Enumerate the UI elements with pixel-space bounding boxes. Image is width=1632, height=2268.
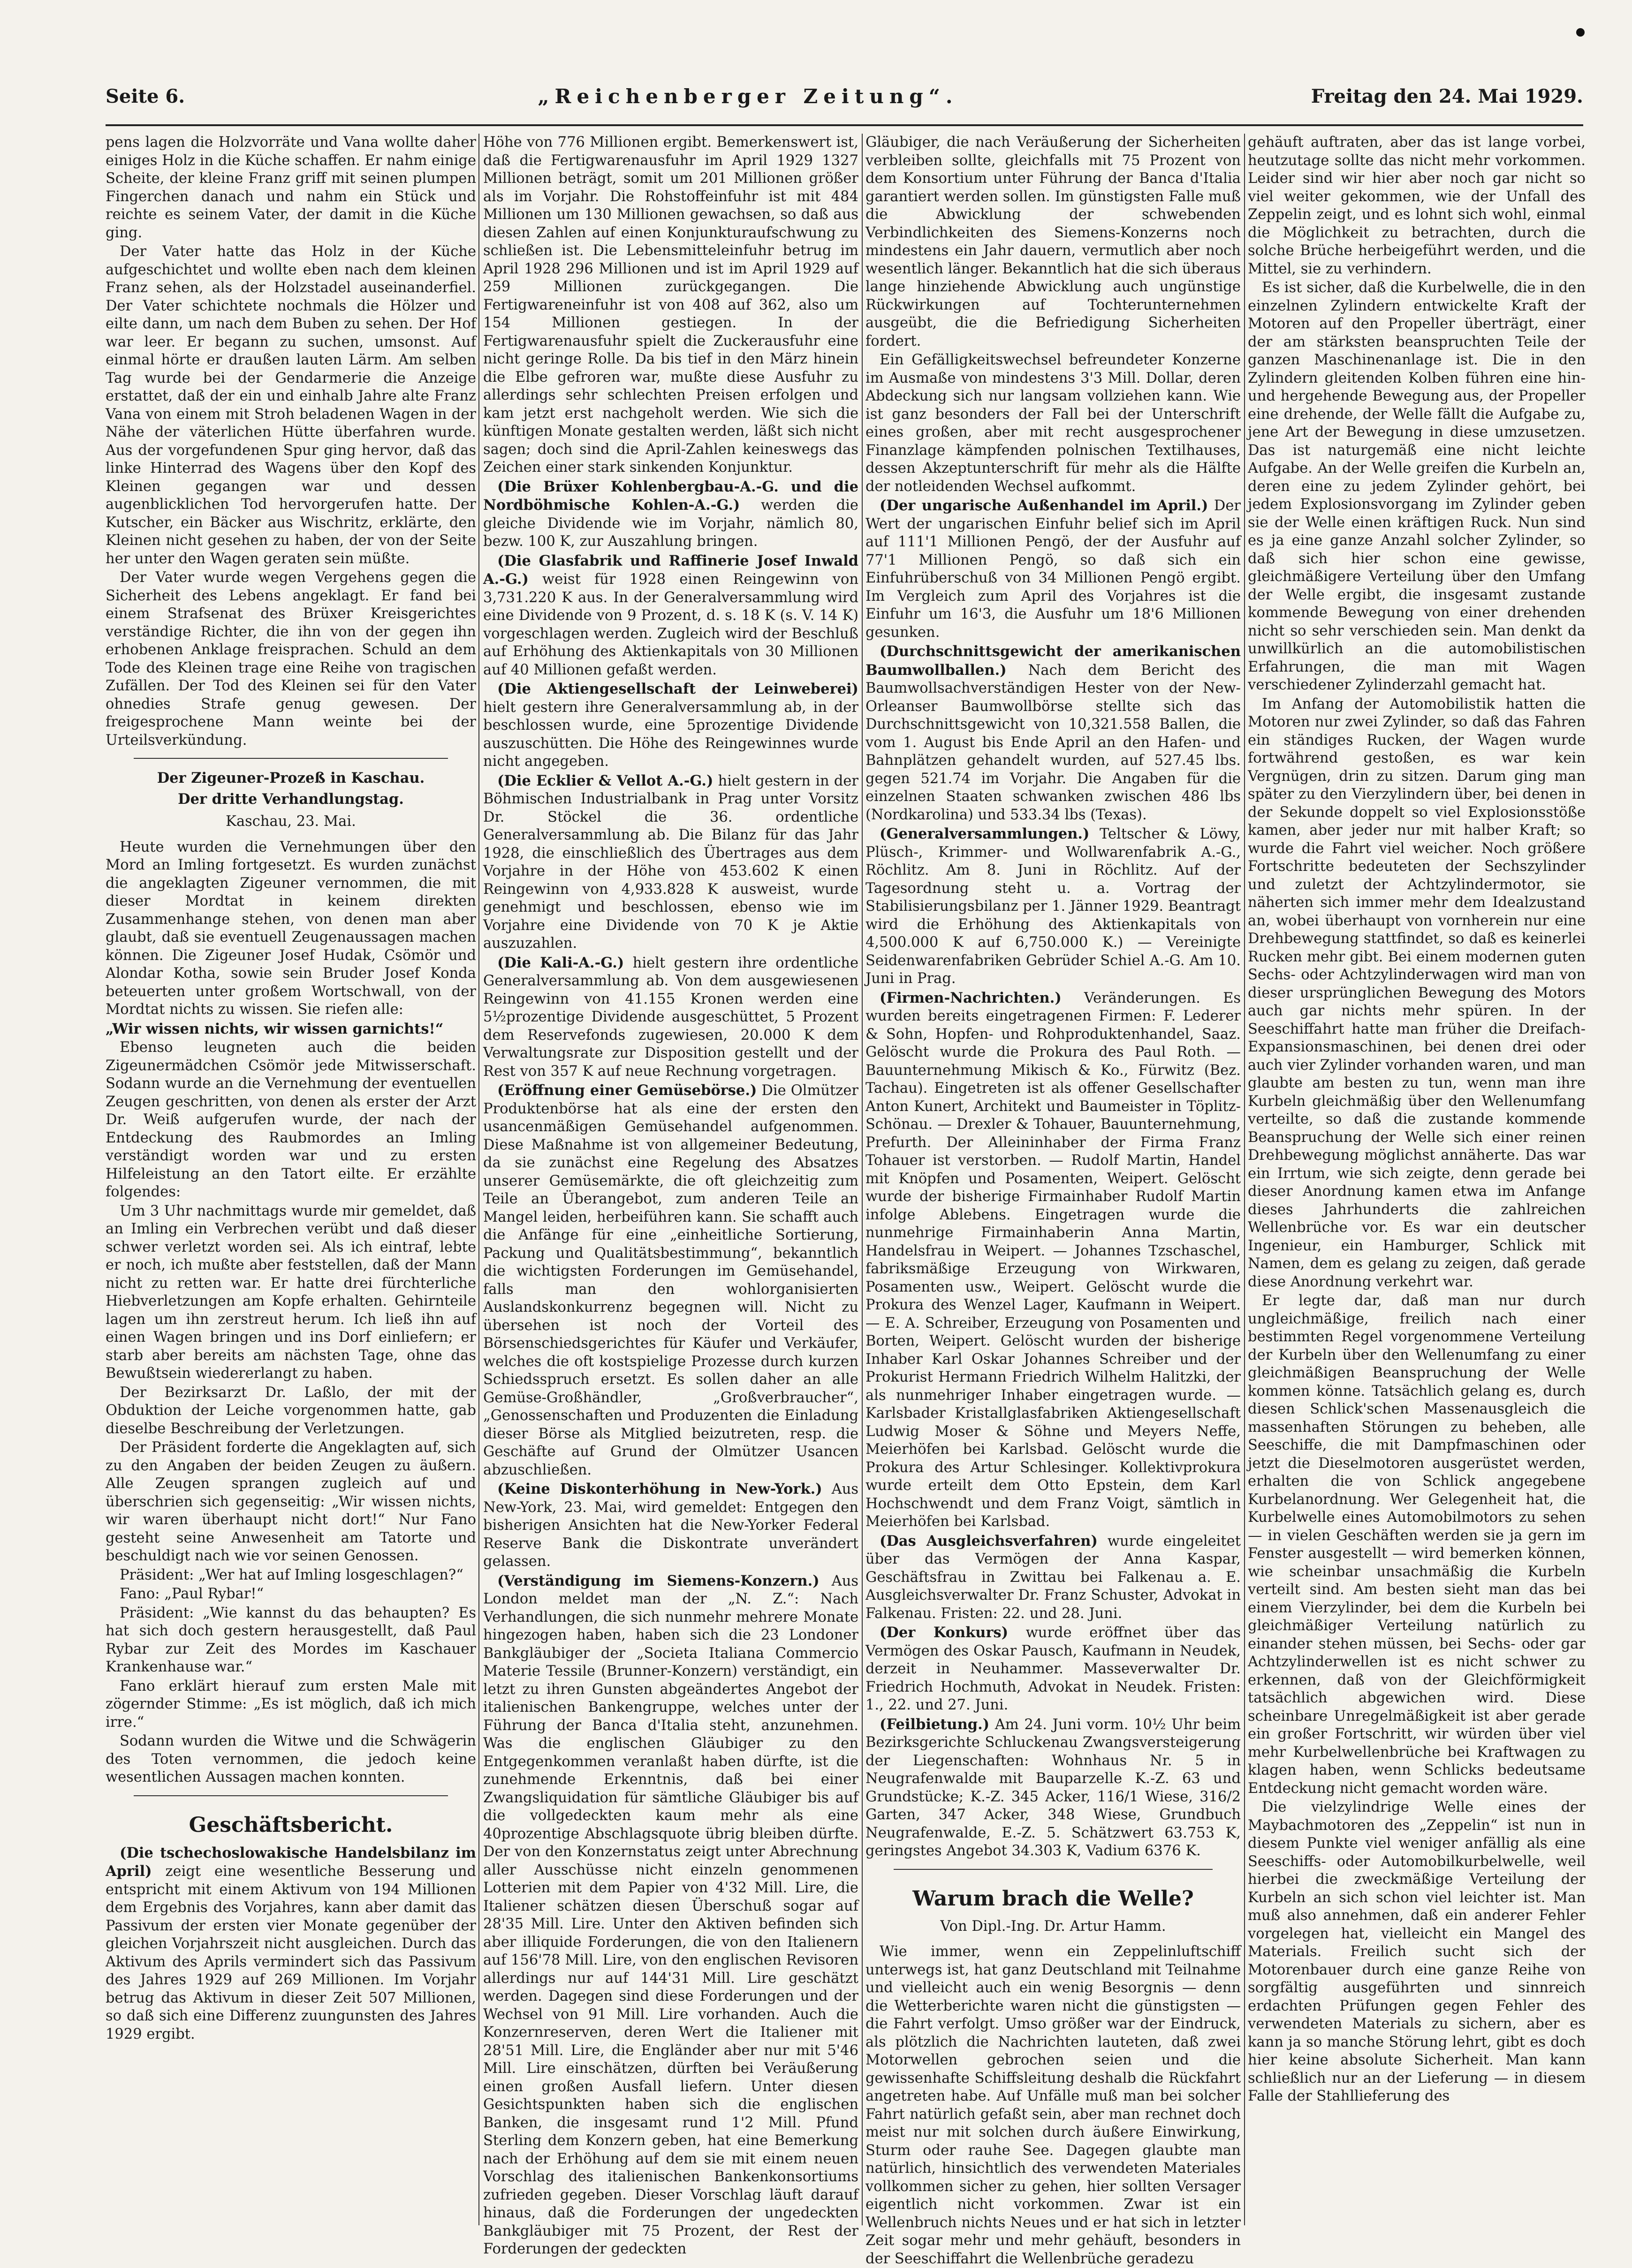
article-headline: Warum brach die Welle? (912, 1886, 1194, 1911)
paragraph: Höhe von 776 Millionen ergibt. Bemerkenswert ist, daß die Fertigwarenausfuhr im April 1929 1327 Millionen beträgt, somit um 201 Millionen größer als im Vorjahr. Die Rohstoffeinfuhr ist mit 484 Millionen um 130 Millionen gewachsen, so daß aus diesen Zahlen auf einen Konjunkturaufschwung zu schließen ist. Die Lebensmitteleinfuhr betrug im April 1928 296 Millionen und ist im April 1929 auf 259 Millionen zurückgegangen. Die Fertigwareneinfuhr ist von 408 auf 362, also um 154 Millionen gestiegen. In der Fertigwarenausfuhr spielt die Zuckerausfuhr eine nicht geringe Rolle. Da bis tief in den März hinein die Elbe gefroren war, mußte diese Ausfuhr zu allerdings sehr schlechten Preisen erfolgen und kam jetzt erst nachgeholt werden. Wie sich die künftigen Monate gestalten werden, läßt sich nicht sagen; doch sind die April-Zahlen keineswegs das Zeichen einer stark sinkenden Konjunktur. (483, 134, 858, 476)
item-text: hielt gestern in der Böhmischen Industrialbank in Prag unter Vorsitz Dr. Stöckel die 36. ordentliche Generalversammlung ab. Die Bilanz für das Jahr 1928, die einschließlich des Übertrages aus dem Vorjahre in der Höhe von 453.602 K einen Reingewinn von 4,933.828 K ausweist, wurde genehmigt und beschlossen, ebenso wie im Vorjahre eine Dividende von 70 K je Aktie auszuzahlen. (483, 772, 858, 952)
paragraph (865, 497, 1241, 642)
item-text: hielt gestern ihre Generalversammlung ab, in der beschlossen wurde, eine 5prozentige Dividende auszuschütten. Die Höhe des Reingewinnes wurde nicht angegeben. (483, 699, 858, 770)
item-lead: (Die Brüxer Kohlenbergbau-A.-G. und die Nordböhmische Kohlen-A.-G.) (483, 478, 858, 514)
header-rule (106, 124, 1583, 126)
column-divider (1244, 134, 1245, 2225)
item-lead: (Der ungarische Außenhandel im April.) (880, 497, 1208, 514)
paragraph: gehäuft auftraten, aber das ist lange vorbei, heutzutage sollte das nicht mehr vorkommen. Leider sind wir hier aber noch gar nicht so viel weiter gekommen, wie der Unfall des Zeppelin zeigt, und es lohnt sich wohl, einmal die Möglichkeit zu betrachten, durch die solche Brüche herbeigeführt werden, und die Mittel, sie zu verhindern. (1248, 134, 1586, 277)
paragraph: Sodann wurden die Witwe und die Schwägerin des Toten vernommen, die jedoch keine wesentlichen Aussagen machen konnten. (106, 1733, 476, 1785)
item-text: Teltscher & Löwy, Plüsch-, Krimmer- und Wollwarenfabrik A.-G., Röchlitz. Am 8. Juni in Röchlitz. Auf der Tagesordnung steht u. a. Vortrag der Stabilisierungsbilanz per 1. Jänner 1929. Beantragt wird die Erhöhung des Aktienkapitals von 4,500.000 K auf 6,750.000 K.) — Vereinigte Seidenwarenfabriken Gebrüder Schiel A.-G. Am 10. Juni in Prag. (865, 826, 1241, 987)
item-text: werden die gleiche Dividende wie im Vorjahr, nämlich 80, bezw. 100 K, zur Auszahlung bringen. (483, 497, 858, 550)
column-2 (483, 134, 858, 2257)
item-lead: (Eröffnung einer Gemüsebörse.) (497, 1082, 757, 1099)
column-4 (1248, 134, 1586, 2225)
item-text: hielt gestern ihre ordentliche Generalversammlung ab. Von dem ausgewiesenen Reingewinn von 41.155 Kronen werden eine 5½prozentige Dividende ausgeschüttet, 5 Prozent dem Reservefonds zugewiesen, 20.000 K dem Verwaltungsrate zur Disposition gestellt und der Rest von 357 K auf neue Rechnung vorgetragen. (483, 954, 858, 1080)
section-rule (134, 1795, 448, 1796)
paragraph: Um 3 Uhr nachmittags wurde mir gemeldet, daß an Imling ein Verbrechen verübt und daß dieser schwer verletzt worden sei. Als ich eintraf, lebte er noch, ich mußte aber feststellen, daß der Mann nicht zu retten war. Er hatte drei fürchterliche Hiebverletzungen am Kopfe erhalten. Gehirnteile lagen um ihn zerstreut herum. Ich ließ ihn auf einen Wagen bringen und ins Dorf einliefern; er starb aber bereits am nächsten Tage, ohne das Bewußtsein wiedererlangt zu haben. (106, 1202, 476, 1382)
paragraph: Präsident: „Wer hat auf Imling losgeschlagen?“ (120, 1566, 463, 1583)
issue-date: Freitag den 24. Mai 1929. (1311, 85, 1583, 107)
paragraph (483, 1572, 858, 2259)
item-lead: (Das Ausgleichsverfahren) (880, 1532, 1098, 1550)
page-number: Seite 6. (106, 85, 185, 107)
paragraph: Der Vater hatte das Holz in der Küche aufgeschichtet und wollte eben nach dem kleinen Franz sehen, als der Holzstadel auseinanderfiel. Der Vater schichtete nochmals die Hölzer und eilte dann, um nach dem Buben zu sehen. Der Hof war leer. Er begann zu suchen, umsonst. Auf einmal hörte er draußen lauten Lärm. Am selben Tag wurde bei der Gendarmerie die Anzeige erstattet, daß der ein und einhalb Jahre alte Franz Vana von einem mit Stroh beladenen Wagen in der Nähe der väterlichen Hütte überfahren wurde. Aus der vorgefundenen Spur ging hervor, daß das linke Hinterrad des Wagens über den Kopf des Kleinen gegangen war und dessen augenblicklichen Tod hervorgerufen hatte. Der Kutscher, ein Bäcker aus Wischritz, erklärte, den Kleinen nicht gesehen zu haben, der von der Seite her unter den Wagen geraten sein müßte. (106, 243, 476, 567)
paragraph (483, 954, 858, 1081)
item-lead: (Feilbietung.) (880, 1716, 990, 1733)
section-rule (894, 1869, 1213, 1870)
page-mark-dot (1576, 28, 1585, 37)
paragraph (483, 1480, 858, 1571)
paragraph: Fano erklärt hierauf zum ersten Male mit zögernder Stimme: „Es ist möglich, daß ich mich irre.“ (106, 1678, 476, 1731)
paragraph: Der Präsident forderte die Angeklagten auf, sich zu den Angaben der beiden Zeugen zu äußern. Alle Zeugen sprangen zugleich auf und überschrien sich gegenseitig: „Wir wissen nichts, wir waren überhaupt nicht dort!“ Nur Fano gesteht seine Anwesenheit am Tatorte und beschuldigt nach wie vor seinen Genossen. (106, 1439, 476, 1564)
item-text: Nach dem Bericht des Baumwollsachverständigen Hester von der New-Orleanser Baumwollbörse stellte sich das Durchschnittsgewicht von 10,321.558 Ballen, die vom 1. August bis Ende April an den Hafen- und Bahnplätzen gehandelt wurden, auf 527.45 lbs. gegen 521.74 im Vorjahr. Die Angaben für die einzelnen Staaten schwanken zwischen 486 lbs (Nordkarolina) und 533.34 lbs (Texas). (865, 662, 1241, 823)
paragraph (865, 643, 1241, 824)
paragraph (106, 1844, 476, 2044)
article-headline: Der Zigeuner-Prozeß in Kaschau. (157, 770, 425, 786)
paragraph: Heute wurden die Vernehmungen über den Mord an Imling fortgesetzt. Es wurden zunächst die angeklagten Zigeuner vernommen, die mit dieser Mordtat in keinem direkten Zusammenhange stehen, von denen man aber glaubt, daß sie eventuell Zeugenaussagen machen können. Die Zigeuner Josef Hudak, Csömör und Alondar Kotha, sowie sein Bruder Josef Konda beteuerten unter großem Wortschwall, von der Mordtat nichts zu wissen. Sie riefen alle: (106, 839, 476, 1018)
paragraph: Wie immer, wenn ein Zeppelinluftschiff unterwegs ist, hat ganz Deutschland mit Teilnahme und vielleicht auch ein wenig Besorgnis — denn die Wetterberichte waren nicht die günstigsten — die Fahrt verfolgt. Umso größer war der Eindruck, als plötzlich die Nachrichten lauteten, daß zwei Motorwellen gebrochen seien und die gewissenhafte Schiffsleitung deshalb die Rückfahrt angetreten habe. Auf Unfälle muß man bei solcher Fahrt natürlich gefaßt sein, aber man rechnet doch meist nur mit solchen durch äußere Einwirkung, Sturm oder rauhe See. Dagegen glaubte man natürlich, hinsichtlich des verwendeten Materiales vollkommen sicher zu gehen, hier sollten Versager eigentlich nicht vorkommen. Zwar ist ein Wellenbruch nichts Neues und er hat sich in letzter Zeit sogar mehr und mehr gehäuft, besonders in der Seeschiffahrt die Wellenbrüche geradezu (865, 1943, 1241, 2267)
paragraph (865, 989, 1241, 1531)
paragraph: Fano: „Paul Rybar!“ (120, 1586, 264, 1602)
item-lead: (Die Ecklier & Vellot A.-G.) (497, 772, 714, 789)
item-lead: (Die Glasfabrik und Raffinerie Josef Inwald A.-G.) (483, 552, 858, 588)
paragraph (865, 825, 1241, 988)
paragraph: Der Vater wurde wegen Vergehens gegen die Sicherheit des Lebens angeklagt. Er fand bei einem Strafsenat des Brüxer Kreisgerichtes verständige Richter, die ihn von der gegen ihn erhobenen Anklage freisprachen. Schuld an dem Tode des Kleinen trage eine Reihe von tragischen Zufällen. Der Tod des Kleinen sei für den Vater ohnedies Strafe genug gewesen. Der freigesprochene Mann weinte bei der Urteilsverkündung. (106, 569, 476, 748)
item-text: weist für 1928 einen Reingewinn von 3,731.220 K aus. In der Generalversammlung wird eine Dividende von 9 Prozent, d. s. 18 K (s. V. 14 K) vorgeschlagen werden. Zugleich wird der Beschluß auf Erhöhung des Aktienkapitals von 30 Millionen auf 40 Millionen gefaßt werden. (483, 571, 858, 678)
paragraph (483, 478, 858, 551)
paragraph: Gläubiger, die nach Veräußerung der Sicherheiten verbleiben sollte, gleichfalls mit 75 Prozent von dem Konsortium unter Führung der Banca d'Italia garantiert werden sollen. Im günstigsten Falle muß die Abwicklung der schwebenden Verbindlichkeiten des Siemens-Konzerns noch mindestens ein Jahr dauern, vermutlich aber noch wesentlich länger. Bekanntlich hat die sich überaus lange hinziehende Abwicklung auch ungünstige Rückwirkungen auf Tochterunternehmen ausgeübt, die die Befriedigung Sicherheiten fordert. (865, 134, 1241, 349)
paragraph: Der Bezirksarzt Dr. Laßlo, der mit der Obduktion der Leiche vorgenommen hatte, gab dieselbe Beschreibung der Verletzungen. (106, 1384, 476, 1437)
item-text: Der Wert der ungarischen Einfuhr belief sich im April auf 111'1 Millionen Pengö, der der Ausfuhr auf 77'1 Millionen Pengö, so daß sich ein Einfuhrüberschuß von 34 Millionen Pengö ergibt. Im Vergleich zum April des Vorjahres ist die Einfuhr um 16'3, die Ausfuhr um 18'6 Millionen gesunken. (865, 498, 1241, 641)
column-divider (478, 134, 479, 2225)
paragraph (865, 1624, 1241, 1715)
paragraph (483, 1081, 858, 1479)
paragraph: Ebenso leugneten auch die beiden Zigeunermädchen Csömör jede Mitwisserschaft. Sodann wurde an die Vernehmung der eventuellen Zeugen geschritten, von denen als erster der Arzt Dr. Weiß aufgerufen wurde, der nach der Entdeckung des Raubmordes an Imling verständigt worden war und zu ersten Hilfeleistung an den Tatort eilte. Er erzählte folgendes: (106, 1039, 476, 1200)
paragraph (865, 1532, 1241, 1623)
paragraph: Er legte dar, daß man nur durch ungleichmäßige, freilich nach einer bestimmten Regel vorgenommene Verteilung der Kurbeln über den Wellenumfang zu einer gleichmäßigen Beanspruchung der Welle kommen könne. Tatsächlich gelang es, durch diesen Schlick'schen Massenausgleich die massenhaften Störungen zu beheben, alle Seeschiffe, die mit Dampfmaschinen oder jetzt die Dieselmotoren ausgerüstet werden, erhalten die von Schlick angegebene Kurbelanordnung. Wer Gelegenheit hat, die Kurbelwelle eines Automobilmotors zu sehen — in vielen Geschäften werden sie ja gern im Fenster ausgestellt — wird bemerken können, wie scheinbar unsachmäßig die Kurbeln verteilt sind. Am besten sieht man das bei einem Vierzylinder, bei dem die Kurbeln bei gleichmäßiger Verteilung natürlich zu einander stehen müssen, bei Sechs- oder gar Achtzylinderwellen ist es nicht schwer zu erkennen, daß von der Gleichförmigkeit tatsächlich abgewichen wird. Diese scheinbare Unregelmäßigkeit ist aber gerade ein großer Fortschritt, wir würden über viel mehr Kurbelwellenbrüche bei Kraftwagen zu klagen haben, wenn Schlicks bedeutsame Entdeckung nicht gemacht worden wäre. (1248, 1293, 1586, 1797)
page-header (106, 82, 1583, 110)
item-text: zeigt eine wesentliche Besserung und entspricht mit einem Aktivum von 194 Millionen dem Ergebnis des Vorjahres, kann aber damit das Passivum der ersten vier Monate gegenüber der gleichen Vorjahrszeit nicht ausgleichen. Durch das Aktivum des Aprils vermindert sich das Passivum des Jahres 1929 auf 269 Millionen. Im Vorjahr betrug das Aktivum in dieser Zeit 507 Millionen, so daß sich eine Differenz zuungunsten des Jahres 1929 ergibt. (106, 1863, 476, 2042)
item-text: Die Olmützer Produktenbörse hat als eine der ersten den usancenmäßigen Gemüsehandel aufgenommen. Diese Maßnahme ist von allgemeiner Bedeutung, da sie zunächst eine Regelung des Absatzes unserer Gemüsemärkte, die oft gleichzeitig zum Teile an Überangebot, zum anderen Teile an Mangel leiden, herbeiführen kann. Sie schafft auch die Anfänge für eine „einheitliche Sortierung, Packung und Qualitätsbestimmung“, bekanntlich die wichtigsten Forderungen im Gemüsehandel, falls man den wohlorganisierten Auslandskonkurrenz begegnen will. Nicht zu übersehen ist noch der Vorteil des Börsenschiedsgerichtes für Käufer und Verkäufer, welches die oft kostspielige Prozesse durch kurzen Schiedsspruch ersetzt. Es sollen daher an alle Gemüse-Großhändler, „Großverbraucher“, „Genossenschaften und Produzenten die Einladung dieser Börse als Mitglied beizutreten, resp. die Geschäfte auf Grund der Olmützer Usancen abzuschließen. (483, 1082, 858, 1478)
paragraph: Im Anfang der Automobilistik hatten die Motoren nur zwei Zylinder, so daß das Fahren ein ständiges Rucken, der Wagen wurde fortwährend gestoßen, es war kein Vergnügen, drin zu sitzen. Darum ging man später zu den Vierzylindern über, bei denen in der Sekunde doppelt so viel Explosionsstöße kamen, aber jeder nur mit halber Kraft; so wurde die Fahrt viel weicher. Noch größere Fortschritte bedeuteten der Sechszylinder und zuletzt der Achtzylindermotor, sie näherten sich immer mehr dem Idealzustand an, wobei überhaupt von vornherein nur eine Drehbewegung stattfindet, so daß es keinerlei Rucken mehr gibt. Bei einem modernen guten Sechs- oder Achtzylinderwagen wird man von dieser ursprünglichen Bewegung des Motors auch gar nichts mehr spüren. In der Seeschiffahrt hatte man früher die Dreifach-Expansionsmaschinen, bei denen drei oder auch vier Zylinder vorhanden waren, und man glaubte am besten zu tun, wenn man ihre Kurbeln gleichmäßig über den Wellenumfang verteilte, so daß die zustande kommende Beanspruchung der Welle sich einer reinen Drehbewegung möglichst annäherte. Das war ein Irrtum, wie sich zeigte, denn gerade bei dieser Anordnung kamen etwa im Anfange dieses Jahrhunderts die zahlreichen Wellenbrüche vor. Es war ein deutscher Ingenieur, ein Hamburger, Schlick mit Namen, dem es gelang zu zeigen, daß gerade diese Anordnung verkehrt war. (1248, 696, 1586, 1290)
column-1 (106, 134, 476, 2225)
item-lead: (Der Konkurs) (880, 1624, 1009, 1641)
paragraph (483, 552, 858, 680)
item-lead: (Verständigung im Siemens-Konzern.) (497, 1572, 820, 1589)
paragraph: Die vielzylindrige Welle eines der Maybachmotoren des „Zeppelin“ ist nun in diesem Punkte viel weniger anfällig als eine Seeschiffs- oder Automobilkurbelwelle, weil hierbei die zweckmäßige Verteilung der Kurbeln an sich schon viel leichter ist. Man muß also annehmen, daß ein anderer Fehler vorgelegen hat, vielleicht ein Mangel des Materials. Freilich sucht sich der Motorenbauer durch eine ganze Reihe von sorgfältig ausgeführten und sinnreich erdachten Prüfungen gegen Fehler des verwendeten Materials zu sichern, aber es kann ja so manche Störung lehrt, gibt es doch hier keine absolute Sicherheit. Man kann schließlich nur an der Lieferung — in diesem Falle der Stahllieferung des (1248, 1799, 1586, 2104)
item-lead: (Keine Diskonterhöhung in New-York.) (497, 1481, 822, 1497)
item-text: Aus London meldet man der „N. Z.“: Nach Verhandlungen, die sich nunmehr mehrere Monate hingezogen haben, haben sich die 23 Londoner Bankgläubiger der „Societa Italiana Commercio Materie Tessile (Brunner-Konzern) verständigt, ein letzt zu ihren Gunsten abgeändertes Angebot der italienischen Bankengruppe, welches unter der Führung der Banca d'Italia steht, anzunehmen. Was die englischen Gläubiger zu den Entgegenkommen veranlaßt haben dürfte, ist die zunehmende Erkenntnis, daß bei einer Zwangsliquidation für sämtliche Gläubiger bis auf die vollgedeckten kaum mehr als eine 40prozentige Abschlagsquote übrig bleiben dürfte. Der von den Konzernstatus zeigt unter Abrechnung aller Ausschüsse nicht einzeln genommenen Lotterien mit dem Papier von 4'32 Mill. Lire, die Italiener schätzen diesen Überschuß sogar auf 28'35 Mill. Lire. Unter den Aktiven befinden sich aber illiquide Forderungen, die von den Italienern auf 156'78 Mill. Lire, von den englischen Revisoren allerdings nur auf 144'31 Mill. Lire geschätzt werden. Dagegen sind diese Forderungen und der Wechsel von 91 Mill. Lire vorhanden. Auch die Konzernreserven, deren Wert die Italiener mit 28'51 Mill. Lire, die Engländer aber nur mit 5'46 Mill. Lire einschätzen, dürften bei Veräußerung einen großen Ausfall liefern. Unter diesen Gesichtspunkten haben sich die englischen Banken, die insgesamt rund 1'2 Mill. Pfund Sterling dem Konzern geben, hat eine Bemerkung nach der Erhöhung auf dem sie mit einem neuen Vorschlag des italienischen Bankenkonsortiums zufrieden gegeben. Dieser Vorschlag läuft darauf hinaus, daß die Forderungen der ungedeckten Bankgläubiger mit 75 Prozent, der Rest der Forderungen der gedeckten (483, 1572, 858, 2257)
item-text: wurde eröffnet über das Vermögen des Oskar Pausch, Kaufmann in Neudek, derzeit in Neuhammer. Masseverwalter Dr. Friedrich Hochmuth, Advokat in Neudek. Fristen: 1., 22. und 27. Juni. (865, 1625, 1241, 1713)
item-lead: (Die Kali-A.-G.) (497, 954, 624, 971)
column-3 (865, 134, 1241, 2267)
item-text: Aus New-York, 23. Mai, wird gemeldet: Entgegen den bisherigen Ansichten hat die New-Yorker Federal Reserve Bank die Diskontrate unverändert gelassen. (483, 1481, 858, 1570)
paragraph: Ein Gefälligkeitswechsel befreundeter Konzerne im Ausmaße von mindestens 3'3 Mill. Dollar, deren Abdeckung sich nur langsam vollziehen kann. Wie ist ganz besonders der Fall bei der Unterschrift eines großen, aber mit recht ausgesprochener Finanzlage kämpfenden polnischen Textilhauses, dessen Akzeptunterschrift für mehr als die Hälfte der notleidenden Wechsel aufkommt. (865, 352, 1241, 495)
paragraph (865, 1716, 1241, 1860)
item-lead: (Firmen-Nachrichten.) (880, 989, 1062, 1006)
item-lead: (Generalversammlungen.) (880, 825, 1090, 842)
column-divider (862, 134, 863, 2225)
item-lead: (Die tschechoslowakische Handelsbilanz im April) (106, 1844, 476, 1880)
item-text: Am 24. Juni vorm. 10½ Uhr beim Bezirksgerichte Schluckenau Zwangsversteigerung der Liegenschaften: Wohnhaus Nr. 5 in Neugrafenwalde mit Bauparzelle K.-Z. 63 und Grundstücke; K.-Z. 345 Acker, 116/1 Wiese, 316/2 Garten, 347 Acker, 348 Wiese, Grundbuch Neugrafenwalde, E.-Z. 5. Schätzwert 63.753 K, geringstes Angebot 34.303 K, Vadium 6376 K. (865, 1716, 1241, 1859)
quote: „Wir wissen nichts, wir wissen garnichts!“ (106, 1020, 444, 1037)
item-lead: (Die Aktiengesellschaft der Leinweberei) (497, 680, 858, 697)
paragraph (483, 680, 858, 771)
section-rule (134, 758, 448, 759)
article-subheadline: Der dritte Verhandlungstag. (178, 790, 404, 808)
newspaper-name: „Reichenberger Zeitung“. (538, 84, 958, 108)
article-author: Von Dipl.-Ing. Dr. Artur Hamm. (940, 1918, 1166, 1935)
section-headline: Geschäftsbericht. (189, 1813, 393, 1837)
dateline: Kaschau, 23. Mai. (226, 813, 356, 830)
item-text: Veränderungen. Es wurden bereits eingetragenen Firmen: F. Lederer & Sohn, Hopfen- und Rohproduktenhandel, Saaz. Gelöscht wurde die Prokura des Paul Roth. — Bauunternehmung Mikisch & Ko., Fürwitz (Bez. Tachau). Eingetreten ist als offener Gesellschafter Anton Kunert, Architekt und Baumeister in Töplitz-Schönau. — Drexler & Tohauer, Bauunternehmung, Prefurth. Der Alleininhaber der Firma Franz Tohauer ist verstorben. — Rudolf Martin, Handel mit Knöpfen und Posamenten, Weipert. Gelöscht wurde der bisherige Firmainhaber Rudolf Martin infolge Ablebens. Eingetragen wurde die nunmehrige Firmainhaberin Anna Martin, Handelsfrau in Weipert. — Johannes Tzschaschel, fabriksmäßige Erzeugung von Wirkwaren, Posamenten usw., Weipert. Gelöscht wurde die Prokura des Wenzel Lager, Kaufmann in Weipert. — E. A. Schreiber, Erzeugung von Posamenten und Borten, Weipert. Gelöscht wurden der bisherige Inhaber Karl Oskar Johannes Schreiber und der Prokurist Hermann Friedrich Wilhelm Halitzki, der als nunmehriger Inhaber eingetragen wurde. — Karlsbader Kristallglasfabriken Aktiengesellschaft Ludwig Moser & Söhne und Meyers Neffe, Meierhöfen bei Karlsbad. Gelöscht wurde die Prokura des Artur Schlesinger. Kollektivprokura wurde erteilt dem Otto Epstein, dem Karl Hochschwendt und dem Franz Voigt, sämtlich in Meierhöfen bei Karlsbad. (865, 990, 1241, 1530)
paragraph: Es ist sicher, daß die Kurbelwelle, die in den einzelnen Zylindern entwickelte Kraft der Motoren auf den Propeller überträgt, einer der am stärksten beanspruchten Teile der ganzen Maschinenanlage ist. Die in den Zylindern gleitenden Kolben führen eine hin- und hergehende Bewegung aus, der Propeller eine drehende, der Welle fällt die Aufgabe zu, jene Art der Bewegung in diese umzusetzen. Das ist naturgemäß eine nicht leichte Aufgabe. An der Welle greifen die Kurbeln an, deren eine zu jedem Zylinder gehört, bei jedem Explosionsvorgang im Zylinder geben sie der Welle einen kräftigen Ruck. Nun sind es ja eine ganze Anzahl solcher Zylinder, so daß sich hier schon eine gewisse, gleichmäßigere Verteilung über den Umfang der Welle ergibt, die insgesamt zustande kommende Bewegung von einer drehenden nicht so sehr verschieden sein. Man denkt da unwillkürlich an die automobilistischen Erfahrungen, die man mit Wagen verschiedener Zylinderzahl gemacht hat. (1248, 280, 1586, 693)
paragraph: Präsident: „Wie kannst du das behaupten? Es hat sich doch gestern herausgestellt, daß Paul Rybar zur Zeit des Mordes im Kaschauer Krankenhause war.“ (106, 1604, 476, 1675)
paragraph (483, 772, 858, 953)
item-text: wurde eingeleitet über das Vermögen der Anna Kaspar, Geschäftsfrau in Zwittau bei Falkenau a. E. Ausgleichsverwalter Dr. Franz Schuster, Advokat in Falkenau. Fristen: 22. und 28. Juni. (865, 1533, 1241, 1622)
paragraph: pens lagen die Holzvorräte und Vana wollte daher einiges Holz in die Küche schaffen. Er nahm einige Scheite, der kleine Franz griff mit seinen plumpen Fingerchen danach und nahm ein Stück und reichte es seinem Vater, der damit in die Küche ging. (106, 134, 476, 241)
item-lead: (Durchschnittsgewicht der amerikanischen Baumwollballen.) (865, 643, 1241, 679)
